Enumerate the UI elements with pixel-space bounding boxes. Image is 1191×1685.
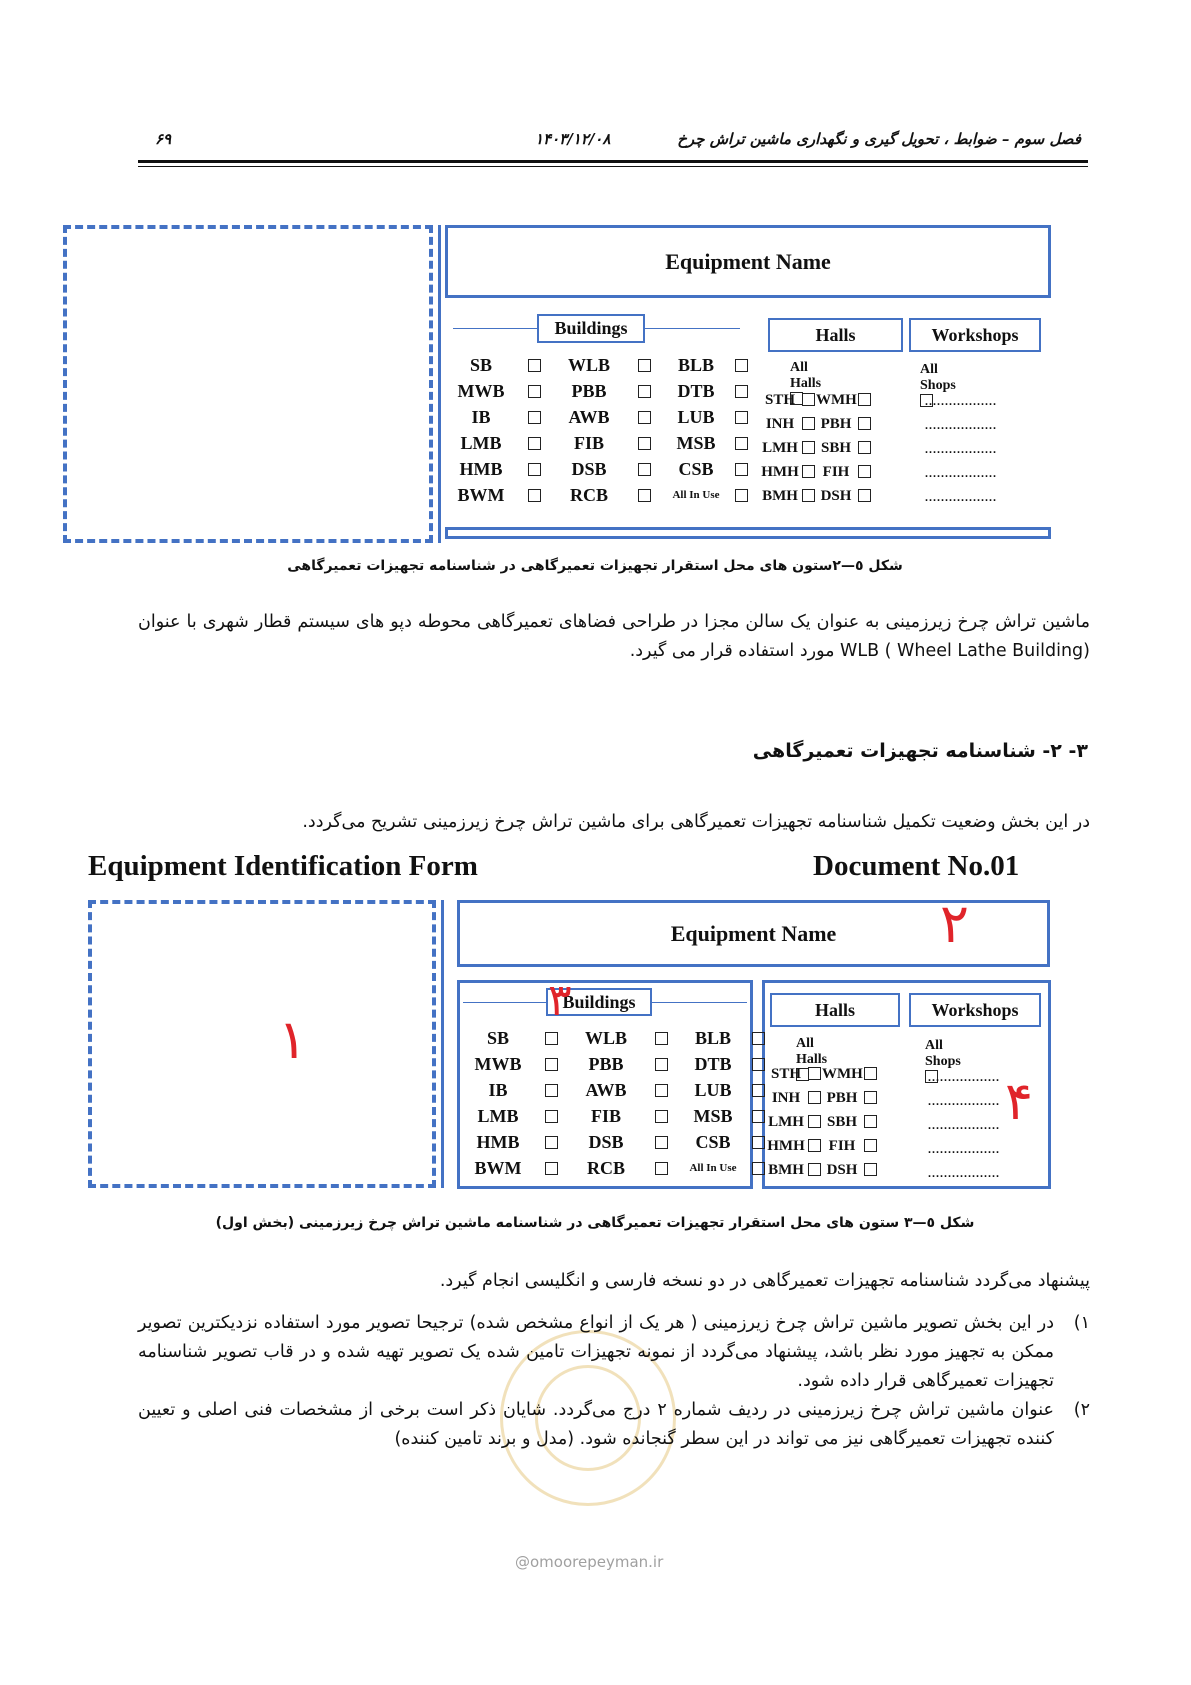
- checkbox[interactable]: [731, 378, 751, 404]
- document-number: Document No.01: [813, 850, 1020, 882]
- image-placeholder-frame: [88, 900, 436, 1188]
- checkbox[interactable]: [534, 1025, 568, 1051]
- building-code: SB: [469, 355, 493, 375]
- workshops-label: Workshops: [931, 324, 1019, 345]
- checkbox[interactable]: [627, 430, 661, 456]
- checkbox[interactable]: [856, 412, 872, 436]
- checkbox[interactable]: [800, 388, 816, 412]
- workshop-dots: ..................: [928, 1142, 1000, 1156]
- marker-3: ۳: [548, 975, 572, 1026]
- checkbox[interactable]: [800, 412, 816, 436]
- hall-code: HMH: [761, 464, 799, 480]
- hall-code: BMH: [768, 1162, 804, 1178]
- building-code: BWM: [474, 1158, 522, 1178]
- section-heading: ۳- ۲- شناسنامه تجهیزات تعمیرگاهی: [752, 740, 1088, 762]
- checkbox[interactable]: [644, 1025, 678, 1051]
- checkbox[interactable]: [800, 484, 816, 508]
- building-code: MSB: [676, 433, 716, 453]
- workshop-dots: ..................: [928, 1094, 1000, 1108]
- checkbox[interactable]: [534, 1051, 568, 1077]
- checkbox[interactable]: [800, 436, 816, 460]
- checkbox[interactable]: [534, 1077, 568, 1103]
- checkbox[interactable]: [731, 404, 751, 430]
- workshop-dots: ..................: [925, 418, 997, 432]
- building-code: PBB: [571, 381, 607, 401]
- equipment-name-box: [445, 225, 1051, 298]
- checkbox[interactable]: [627, 404, 661, 430]
- hall-code: INH: [771, 1090, 801, 1106]
- list-item-number: ۱): [1073, 1313, 1090, 1333]
- checkbox[interactable]: [748, 1077, 768, 1103]
- checkbox[interactable]: [862, 1110, 878, 1134]
- workshops-tag: [909, 993, 1041, 1027]
- building-code: HMB: [476, 1132, 520, 1152]
- building-code: MSB: [693, 1106, 733, 1126]
- hall-code: PBH: [820, 416, 852, 432]
- building-code: DTB: [694, 1054, 732, 1074]
- building-code: PBB: [588, 1054, 624, 1074]
- building-code: AWB: [568, 407, 610, 427]
- building-code: BLB: [694, 1028, 732, 1048]
- checkbox[interactable]: [748, 1155, 768, 1181]
- hall-code: DSH: [820, 488, 852, 504]
- hall-code: INH: [765, 416, 795, 432]
- checkbox[interactable]: [534, 1129, 568, 1155]
- paragraph-suggestion: پیشنهاد می‌گردد شناسنامه تجهیزات تعمیرگاهی در دو نسخه فارسی و انگلیسی انجام گیرد.: [439, 1271, 1090, 1291]
- building-code: MWB: [457, 381, 505, 401]
- buildings-label: Buildings: [562, 991, 636, 1012]
- page-number: ۶۹: [155, 130, 172, 148]
- building-code: BWM: [457, 485, 505, 505]
- checkbox[interactable]: [806, 1110, 822, 1134]
- building-code: MWB: [474, 1054, 522, 1074]
- checkbox[interactable]: [800, 460, 816, 484]
- building-code: All In Use: [689, 1162, 737, 1174]
- checkbox[interactable]: [731, 482, 751, 508]
- workshop-dots: ..................: [928, 1070, 1000, 1084]
- hall-code: FIH: [822, 464, 850, 480]
- checkbox[interactable]: [534, 1155, 568, 1181]
- building-code: FIB: [590, 1106, 621, 1126]
- hall-code: WMH: [822, 1066, 863, 1082]
- checkbox[interactable]: [731, 352, 751, 378]
- hall-code: HMH: [767, 1138, 805, 1154]
- list-item: [138, 1309, 1090, 1396]
- checkbox[interactable]: [534, 1103, 568, 1129]
- paragraph-intro: در این بخش وضعیت تکمیل شناسنامه تجهیزات تعمیرگاهی برای ماشین تراش چرخ زیرزمینی تشریح می‌گردد.: [302, 812, 1090, 832]
- equipment-name-label: Equipment Name: [665, 248, 831, 274]
- watermark-url: @omoorepeyman.ir: [515, 1553, 664, 1571]
- checkbox[interactable]: [627, 352, 661, 378]
- bottom-bar: [445, 527, 1051, 539]
- checkbox[interactable]: [517, 352, 551, 378]
- building-code: LMB: [477, 1106, 519, 1126]
- building-code: DSB: [588, 1132, 624, 1152]
- checkbox[interactable]: [517, 482, 551, 508]
- checkbox[interactable]: [627, 378, 661, 404]
- checkbox[interactable]: [644, 1155, 678, 1181]
- figure-caption-2: شکل ٥—٣ ستون های محل استقرار تجهیزات تعمیرگاهی در شناسنامه ماشین تراش چرخ زیرزمینی (بخش اول): [215, 1215, 975, 1231]
- buildings-grid: [445, 352, 751, 508]
- marker-4: ۴: [1005, 1072, 1033, 1132]
- hall-code: STH: [764, 392, 795, 408]
- building-code: IB: [488, 1080, 508, 1100]
- building-code: RCB: [569, 485, 608, 505]
- hall-code: LMH: [768, 1114, 804, 1130]
- paragraph-wlb: ماشین تراش چرخ زیرزمینی به عنوان یک سالن مجزا در طراحی فضاهای تعمیرگاهی محوطه دپو های سیستم قطار شهری با عنوان WLB ( Wheel Lathe Building) مورد استفاده قرار می گیرد.: [138, 612, 1090, 661]
- checkbox[interactable]: [862, 1134, 878, 1158]
- workshop-dots: ..................: [928, 1166, 1000, 1180]
- checkbox[interactable]: [806, 1062, 822, 1086]
- all-shops-label: All Shops: [920, 362, 956, 410]
- checkbox[interactable]: [806, 1158, 822, 1182]
- checkbox[interactable]: [627, 482, 661, 508]
- equipment-name-label: Equipment Name: [670, 920, 837, 946]
- halls-label: Halls: [814, 999, 855, 1020]
- list-item-text: عنوان ماشین تراش چرخ زیرزمینی در ردیف شماره ۲ درج می‌گردد. شایان ذکر است برخی از مشخصات فنی اصلی و تعیین کننده تجهیزات تعمیرگاهی نیز می تواند در این سطر گنجانده شود. (مدل و برند تامین کننده): [138, 1400, 1054, 1449]
- building-code: CSB: [695, 1132, 731, 1152]
- halls-tag: [770, 993, 900, 1027]
- checkbox[interactable]: [644, 1129, 678, 1155]
- all-halls-label: All Halls: [790, 360, 821, 408]
- hall-code: DSH: [826, 1162, 858, 1178]
- all-shops-label: All Shops: [925, 1038, 961, 1086]
- buildings-tag: [537, 314, 645, 343]
- checkbox[interactable]: [748, 1103, 768, 1129]
- building-code: WLB: [584, 1028, 627, 1048]
- workshops-tag: [909, 318, 1041, 352]
- building-code: RCB: [586, 1158, 625, 1178]
- marker-1: ۱: [278, 1008, 308, 1071]
- divider-line: [441, 900, 444, 1188]
- checkbox[interactable]: [517, 430, 551, 456]
- checkbox[interactable]: [748, 1025, 768, 1051]
- marker-2: ۲: [940, 892, 970, 955]
- workshop-dots: ..................: [925, 442, 997, 456]
- workshop-dots: ..................: [928, 1118, 1000, 1132]
- divider-line: [438, 225, 441, 543]
- checkbox[interactable]: [644, 1077, 678, 1103]
- list-item-text: در این بخش تصویر ماشین تراش چرخ زیرزمینی ( هر یک از انواع مشخص شده) ترجیحا تصویر مورد استفاده نزدیکترین تصویر ممکن به تجهیز مورد نظر باشد، پیشنهاد می‌گردد از نمونه تجهیزات تامین شده یک تصویر تهیه شده و در قاب تصویر شناسنامه تجهیزات تعمیرگاهی قرار داده شود.: [138, 1313, 1054, 1391]
- workshops-label: Workshops: [931, 999, 1019, 1020]
- buildings-grid: [462, 1025, 768, 1181]
- checkbox[interactable]: [862, 1062, 878, 1086]
- hall-code: SBH: [826, 1114, 857, 1130]
- header-rule-thin: [138, 166, 1088, 167]
- checkbox[interactable]: [862, 1158, 878, 1182]
- list-item-number: ۲): [1073, 1400, 1090, 1420]
- form-title: Equipment Identification Form: [88, 850, 478, 882]
- hall-code: FIH: [828, 1138, 856, 1154]
- building-code: DSB: [571, 459, 607, 479]
- checkbox[interactable]: [644, 1051, 678, 1077]
- building-code: LUB: [677, 407, 715, 427]
- checkbox[interactable]: [856, 484, 872, 508]
- image-placeholder-frame: [63, 225, 433, 543]
- building-code: IB: [471, 407, 491, 427]
- chapter-title: فصل سوم – ضوابط ، تحویل گیری و نگهداری ماشین تراش چرخ: [677, 130, 1081, 148]
- building-code: DTB: [677, 381, 715, 401]
- building-code: WLB: [567, 355, 610, 375]
- checkbox[interactable]: [517, 404, 551, 430]
- checkbox[interactable]: [731, 430, 751, 456]
- building-code: HMB: [459, 459, 503, 479]
- hall-code: BMH: [762, 488, 798, 504]
- building-code: LUB: [694, 1080, 732, 1100]
- halls-tag: [768, 318, 903, 352]
- building-code: SB: [486, 1028, 510, 1048]
- header-rule: [138, 160, 1088, 163]
- figure-caption-1: شکل ٥—٢ستون های محل استقرار تجهیزات تعمیرگاهی در شناسنامه تجهیزات تعمیرگاهی: [287, 558, 903, 574]
- halls-label: Halls: [815, 324, 856, 345]
- list-item: [138, 1396, 1090, 1454]
- workshop-dots: ..................: [925, 394, 997, 408]
- checkbox[interactable]: [731, 456, 751, 482]
- hall-code: SBH: [820, 440, 851, 456]
- checkbox[interactable]: [856, 460, 872, 484]
- checkbox[interactable]: [517, 378, 551, 404]
- header-date: ۱۴۰۳/۱۲/۰۸: [535, 130, 611, 148]
- checkbox[interactable]: [862, 1086, 878, 1110]
- checkbox[interactable]: [517, 456, 551, 482]
- all-halls-label: All Halls: [796, 1036, 827, 1084]
- hall-code: LMH: [762, 440, 798, 456]
- building-code: All In Use: [672, 489, 720, 501]
- building-code: BLB: [677, 355, 715, 375]
- checkbox[interactable]: [644, 1103, 678, 1129]
- halls-grid: [766, 1062, 878, 1182]
- building-code: LMB: [460, 433, 502, 453]
- hall-code: STH: [770, 1066, 801, 1082]
- checkbox[interactable]: [627, 456, 661, 482]
- checkbox[interactable]: [748, 1129, 768, 1155]
- buildings-label: Buildings: [554, 318, 628, 338]
- building-code: FIB: [573, 433, 604, 453]
- building-code: AWB: [585, 1080, 627, 1100]
- workshop-dots: ..................: [925, 490, 997, 504]
- halls-grid: [760, 388, 872, 508]
- checkbox[interactable]: [748, 1051, 768, 1077]
- numbered-list: [138, 1309, 1090, 1454]
- checkbox[interactable]: [806, 1086, 822, 1110]
- checkbox[interactable]: [856, 436, 872, 460]
- hall-code: PBH: [826, 1090, 858, 1106]
- checkbox[interactable]: [806, 1134, 822, 1158]
- hall-code: WMH: [816, 392, 857, 408]
- building-code: CSB: [678, 459, 714, 479]
- checkbox[interactable]: [856, 388, 872, 412]
- workshop-dots: ..................: [925, 466, 997, 480]
